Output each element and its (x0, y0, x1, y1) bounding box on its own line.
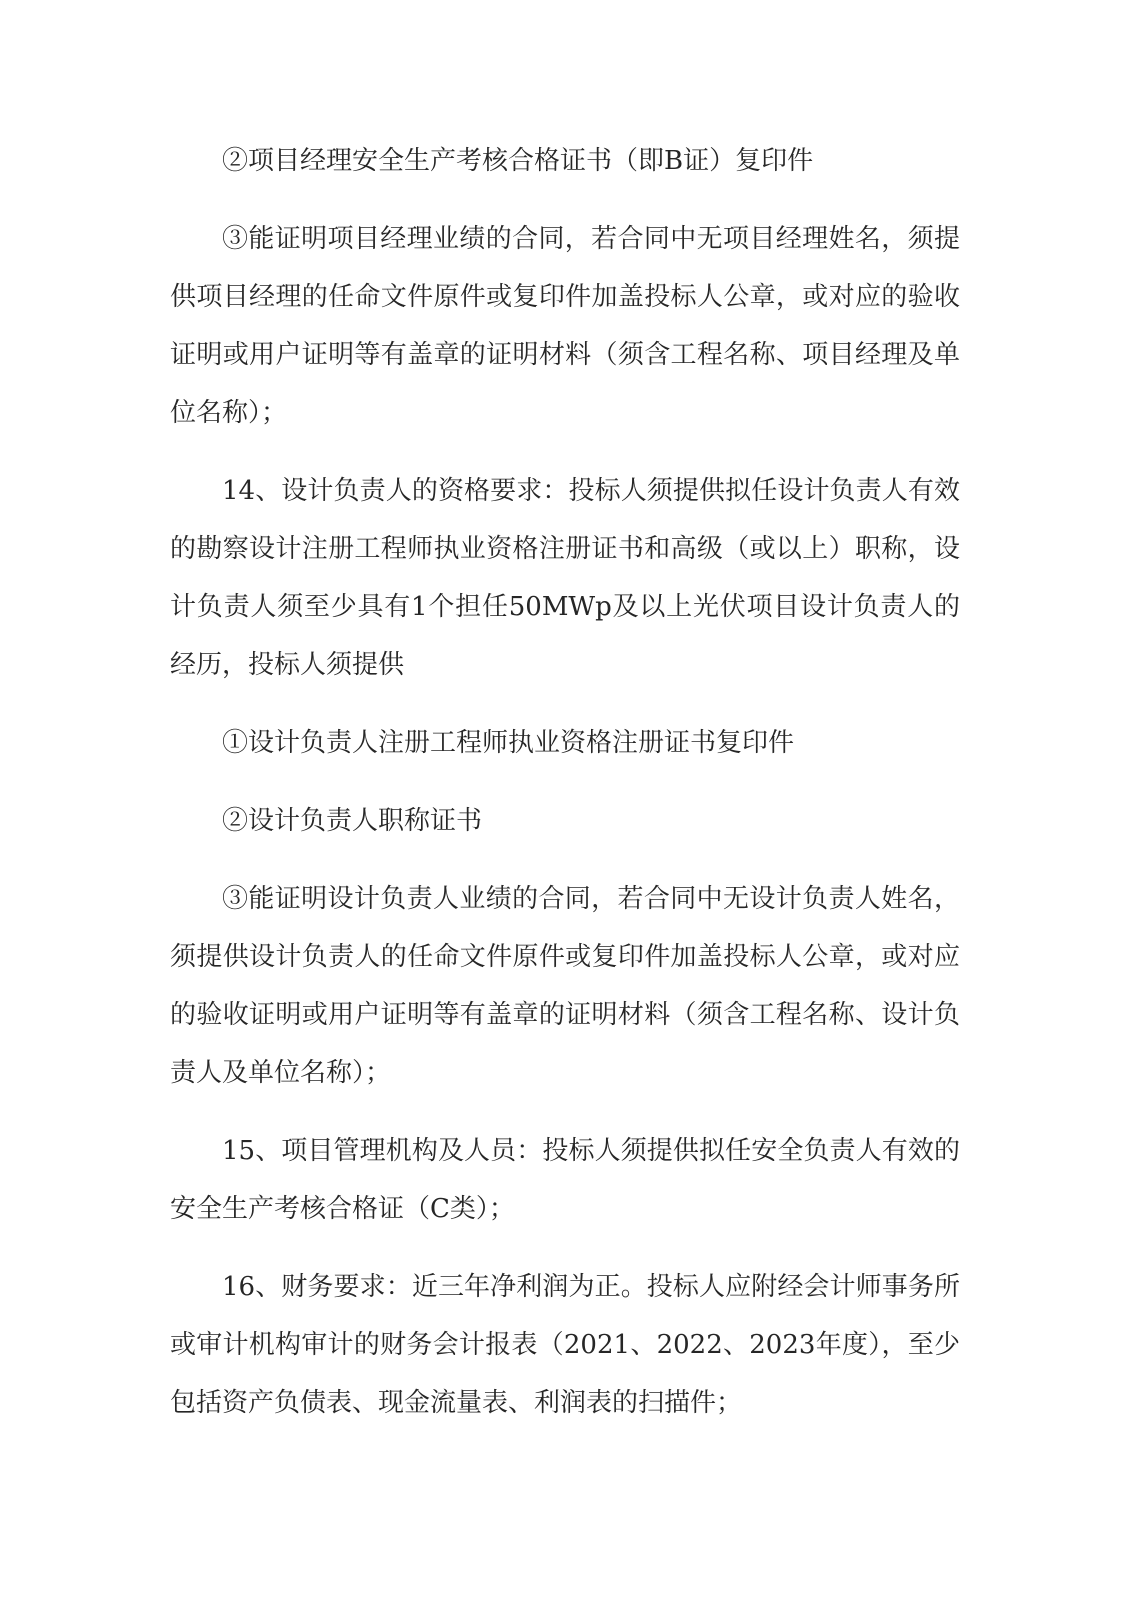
paragraph-item-3-design-performance: ③能证明设计负责人业绩的合同，若合同中无设计负责人姓名，须提供设计负责人的任命文件原件或复印件加盖投标人公章，或对应的验收证明或用户证明等有盖章的证明材料（须含工程名称、设计负责人及单位名称）； (170, 884, 960, 1088)
paragraph-clause-15-management: 15、项目管理机构及人员：投标人须提供拟任安全负责人有效的安全生产考核合格证（C类）； (170, 1136, 960, 1224)
paragraph-item-2-b-certificate: ②项目经理安全生产考核合格证书（即B证）复印件 (222, 146, 814, 176)
paragraph-item-2-title-certificate: ②设计负责人职称证书 (222, 806, 483, 836)
paragraph-clause-14-design-lead: 14、设计负责人的资格要求：投标人须提供拟任设计负责人有效的勘察设计注册工程师执业资格注册证书和高级（或以上）职称，设计负责人须至少具有1个担任50MWp及以上光伏项目设计负责人的经历，投标人须提供 (170, 476, 960, 680)
paragraph-item-1-registration-certificate: ①设计负责人注册工程师执业资格注册证书复印件 (222, 728, 795, 758)
paragraph-item-3-pm-performance: ③能证明项目经理业绩的合同，若合同中无项目经理姓名，须提供项目经理的任命文件原件或复印件加盖投标人公章，或对应的验收证明或用户证明等有盖章的证明材料（须含工程名称、项目经理及单位名称）； (170, 224, 960, 428)
document-body (170, 132, 960, 1452)
paragraph-clause-16-finance: 16、财务要求：近三年净利润为正。投标人应附经会计师事务所或审计机构审计的财务会计报表（2021、2022、2023年度），至少包括资产负债表、现金流量表、利润表的扫描件； (170, 1272, 960, 1418)
